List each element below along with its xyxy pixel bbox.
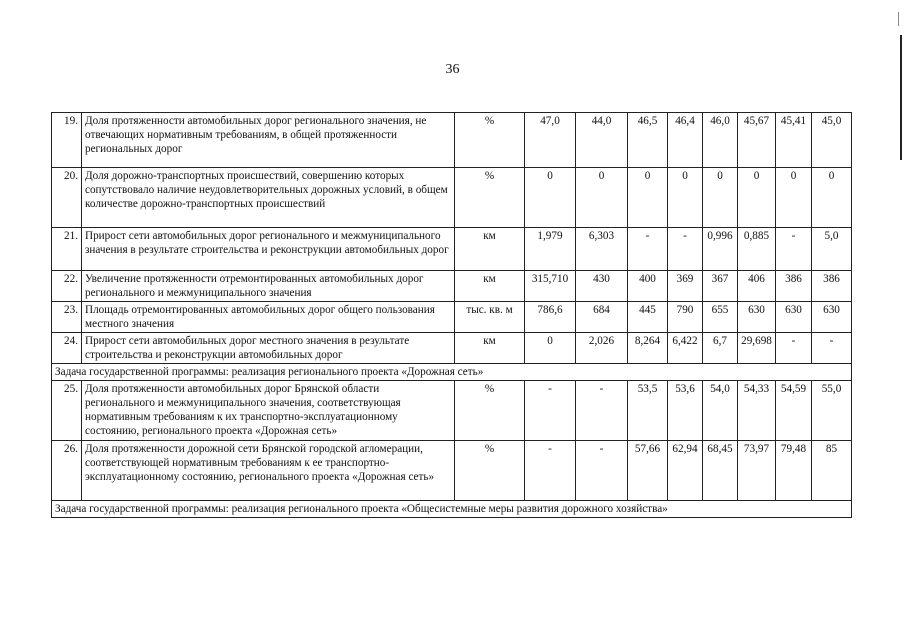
row-number: 21.: [52, 228, 82, 271]
table-row: [52, 381, 852, 441]
table-row: [52, 302, 852, 333]
table-row: [52, 168, 852, 228]
value-cell: 44,0: [576, 113, 628, 168]
value-cell: 45,67: [738, 113, 776, 168]
value-cell: 445: [628, 302, 668, 333]
value-cell: 46,5: [628, 113, 668, 168]
indicator-name: Доля дорожно-транспортных происшествий, совершению которых сопутствовало наличие неудовлетворительных дорожных условий, в общем количестве дорожно-транспортных происшествий: [82, 168, 455, 228]
value-cell: 47,0: [525, 113, 576, 168]
value-cell: -: [576, 441, 628, 501]
value-cell: 655: [703, 302, 738, 333]
value-cell: -: [525, 381, 576, 441]
page-number: 36: [445, 62, 460, 77]
value-cell: 54,33: [738, 381, 776, 441]
value-cell: 29,698: [738, 333, 776, 364]
value-cell: 0: [668, 168, 703, 228]
value-cell: 8,264: [628, 333, 668, 364]
unit-cell: %: [455, 381, 525, 441]
indicator-name: Площадь отремонтированных автомобильных дорог общего пользования местного значения: [82, 302, 455, 333]
value-cell: -: [525, 441, 576, 501]
value-cell: -: [776, 333, 812, 364]
table-row: [52, 271, 852, 302]
value-cell: 1,979: [525, 228, 576, 271]
value-cell: 2,026: [576, 333, 628, 364]
value-cell: 315,710: [525, 271, 576, 302]
table-row: [52, 228, 852, 271]
value-cell: 790: [668, 302, 703, 333]
value-cell: 0: [776, 168, 812, 228]
unit-cell: %: [455, 113, 525, 168]
value-cell: -: [628, 228, 668, 271]
scan-edge-mark: [900, 35, 902, 160]
value-cell: -: [776, 228, 812, 271]
value-cell: 45,0: [812, 113, 852, 168]
indicator-name: Прирост сети автомобильных дорог местного значения в результате строительства и реконструкции автомобильных дорог: [82, 333, 455, 364]
unit-cell: км: [455, 228, 525, 271]
value-cell: 0: [576, 168, 628, 228]
indicator-name: Доля протяженности автомобильных дорог регионального значения, не отвечающих нормативным требованиям, в общей протяженности региональных дорог: [82, 113, 455, 168]
value-cell: 786,6: [525, 302, 576, 333]
section-row: [52, 501, 852, 518]
value-cell: 0: [703, 168, 738, 228]
unit-cell: км: [455, 333, 525, 364]
value-cell: 6,303: [576, 228, 628, 271]
value-cell: 0: [738, 168, 776, 228]
row-number: 22.: [52, 271, 82, 302]
value-cell: 630: [738, 302, 776, 333]
value-cell: 85: [812, 441, 852, 501]
value-cell: 0: [812, 168, 852, 228]
row-number: 19.: [52, 113, 82, 168]
unit-cell: %: [455, 168, 525, 228]
row-number: 26.: [52, 441, 82, 501]
value-cell: 62,94: [668, 441, 703, 501]
value-cell: 6,422: [668, 333, 703, 364]
value-cell: 367: [703, 271, 738, 302]
value-cell: 57,66: [628, 441, 668, 501]
indicator-name: Прирост сети автомобильных дорог регионального и межмуниципального значения в результате строительства и реконструкции автомобильных дорог: [82, 228, 455, 271]
value-cell: 68,45: [703, 441, 738, 501]
value-cell: 0: [628, 168, 668, 228]
indicators-table: [51, 112, 852, 518]
value-cell: 430: [576, 271, 628, 302]
indicator-name: Доля протяженности автомобильных дорог Брянской области регионального и межмуниципального значения, соответствующая нормативным требованиям к их транспортно-эксплуатационному состоянию, регионального проекта «Дорожная сеть»: [82, 381, 455, 441]
indicator-name: Доля протяженности дорожной сети Брянской городской агломерации, соответствующей нормативным требованиям к ее транспортно-эксплуатационному состоянию, регионального проекта «Дорожная сеть»: [82, 441, 455, 501]
section-row: [52, 364, 852, 381]
scan-edge-tick: [898, 12, 899, 26]
value-cell: 73,97: [738, 441, 776, 501]
value-cell: 53,5: [628, 381, 668, 441]
section-heading: Задача государственной программы: реализация регионального проекта «Общесистемные меры развития дорожного хозяйства»: [52, 501, 852, 518]
value-cell: 54,0: [703, 381, 738, 441]
table-row: [52, 113, 852, 168]
value-cell: 400: [628, 271, 668, 302]
table-row: [52, 441, 852, 501]
row-number: 25.: [52, 381, 82, 441]
value-cell: -: [668, 228, 703, 271]
value-cell: -: [576, 381, 628, 441]
unit-cell: %: [455, 441, 525, 501]
value-cell: 684: [576, 302, 628, 333]
value-cell: 630: [776, 302, 812, 333]
table-row: [52, 333, 852, 364]
value-cell: -: [812, 333, 852, 364]
value-cell: 0: [525, 168, 576, 228]
unit-cell: тыс. кв. м: [455, 302, 525, 333]
value-cell: 406: [738, 271, 776, 302]
section-heading: Задача государственной программы: реализация регионального проекта «Дорожная сеть»: [52, 364, 852, 381]
row-number: 20.: [52, 168, 82, 228]
value-cell: 630: [812, 302, 852, 333]
value-cell: 0,996: [703, 228, 738, 271]
indicator-name: Увеличение протяженности отремонтированных автомобильных дорог регионального и межмуниципального значения: [82, 271, 455, 302]
value-cell: 45,41: [776, 113, 812, 168]
value-cell: 386: [776, 271, 812, 302]
value-cell: 79,48: [776, 441, 812, 501]
row-number: 23.: [52, 302, 82, 333]
value-cell: 5,0: [812, 228, 852, 271]
value-cell: 0: [525, 333, 576, 364]
value-cell: 369: [668, 271, 703, 302]
value-cell: 53,6: [668, 381, 703, 441]
unit-cell: км: [455, 271, 525, 302]
value-cell: 386: [812, 271, 852, 302]
value-cell: 54,59: [776, 381, 812, 441]
value-cell: 46,4: [668, 113, 703, 168]
value-cell: 46,0: [703, 113, 738, 168]
row-number: 24.: [52, 333, 82, 364]
value-cell: 55,0: [812, 381, 852, 441]
value-cell: 6,7: [703, 333, 738, 364]
value-cell: 0,885: [738, 228, 776, 271]
